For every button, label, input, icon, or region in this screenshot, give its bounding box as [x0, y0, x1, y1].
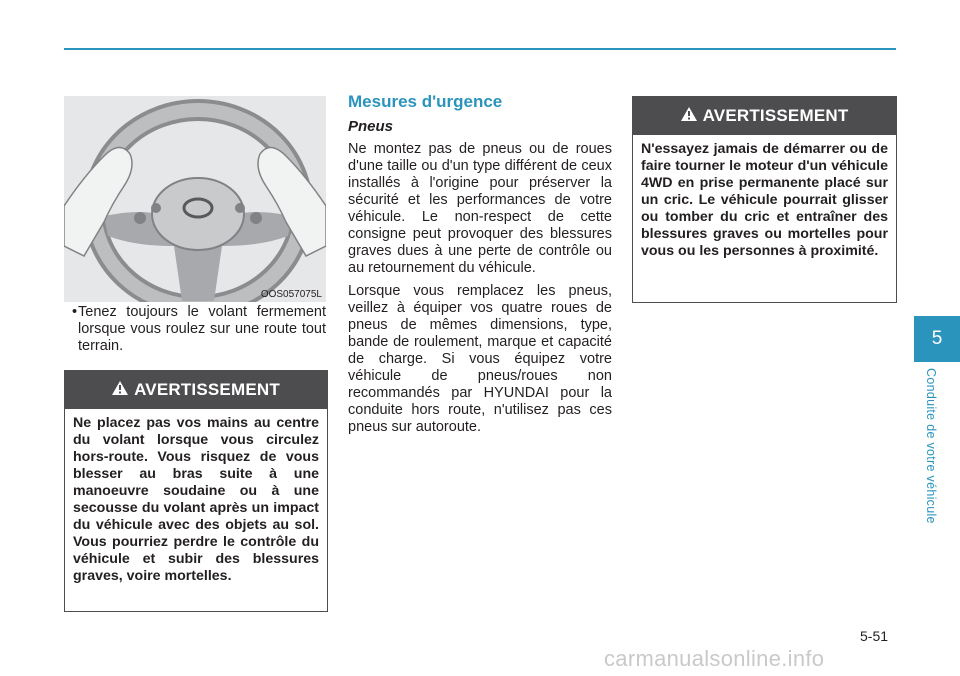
- figure-code: OOS057075L: [260, 289, 322, 300]
- bullet-item: [64, 304, 326, 355]
- paragraph-2: Lorsque vous remplacez les pneus, veillez à équiper vos quatre roues de pneus de mêmes dimensions, type, bande de roulement, marque et capacité de charge. Si vous équipez votre véhicule de pneus/roues non recommandés par HYUNDAI pour la conduite hors route, n'utilisez pas ces pneus sur autoroute.: [348, 283, 612, 435]
- warning-title: AVERTISSEMENT: [702, 106, 849, 125]
- bullet-dot: •: [72, 304, 78, 320]
- warning-title: AVERTISSEMENT: [134, 380, 280, 399]
- warning-header: [65, 371, 327, 409]
- subsection-title: Pneus: [348, 118, 394, 135]
- warning-header: [633, 97, 896, 135]
- top-rule: [64, 48, 896, 50]
- warning-triangle-icon: [112, 380, 128, 400]
- warning-triangle-icon: [681, 106, 697, 126]
- page-number: 5-51: [860, 628, 889, 644]
- chapter-title-text: Conduite de votre véhicule: [924, 368, 938, 524]
- steering-wheel-figure: [64, 96, 326, 302]
- paragraph-1: Ne montez pas de pneus ou de roues d'une taille ou d'un type différent de ceux installés à l'origine pour préserver la sécurité et les performances de votre véhicule. Le non-respect de cette consigne peut provoquer des blessures graves dues à une perte de contrôle ou au retournement du véhicule.: [348, 141, 612, 276]
- warning-text: Ne placez pas vos mains au centre du volant lorsque vous circulez hors-route. Vous risquez de vous blesser au bras suite à une manoeuvre soudaine ou à une secousse du volant après un impact du véhicule avec des objets au sol. Vous pourriez perdre le contrôle du véhicule et subir des blessures graves, voire mortelles.: [73, 415, 319, 584]
- chapter-title: [924, 368, 940, 544]
- steering-wheel-illustration: [64, 96, 326, 302]
- main-column: [348, 92, 612, 442]
- watermark: carmanualsonline.info: [604, 646, 825, 671]
- chapter-number-tab: 5: [914, 316, 960, 362]
- warning-box-left: [64, 370, 328, 612]
- bullet-text: Tenez toujours le volant fermement lorsque vous roulez sur une route tout terrain.: [78, 304, 326, 354]
- section-title: Mesures d'urgence: [348, 92, 503, 111]
- warning-text: N'essayez jamais de démarrer ou de faire tourner le moteur d'un véhicule 4WD en prise permanente placé sur un cric. Le véhicule pourrait glisser ou tomber du cric et entraîner des blessures graves ou mortelles pour vous ou les personnes à proximité.: [641, 141, 888, 259]
- warning-box-right: [632, 96, 897, 303]
